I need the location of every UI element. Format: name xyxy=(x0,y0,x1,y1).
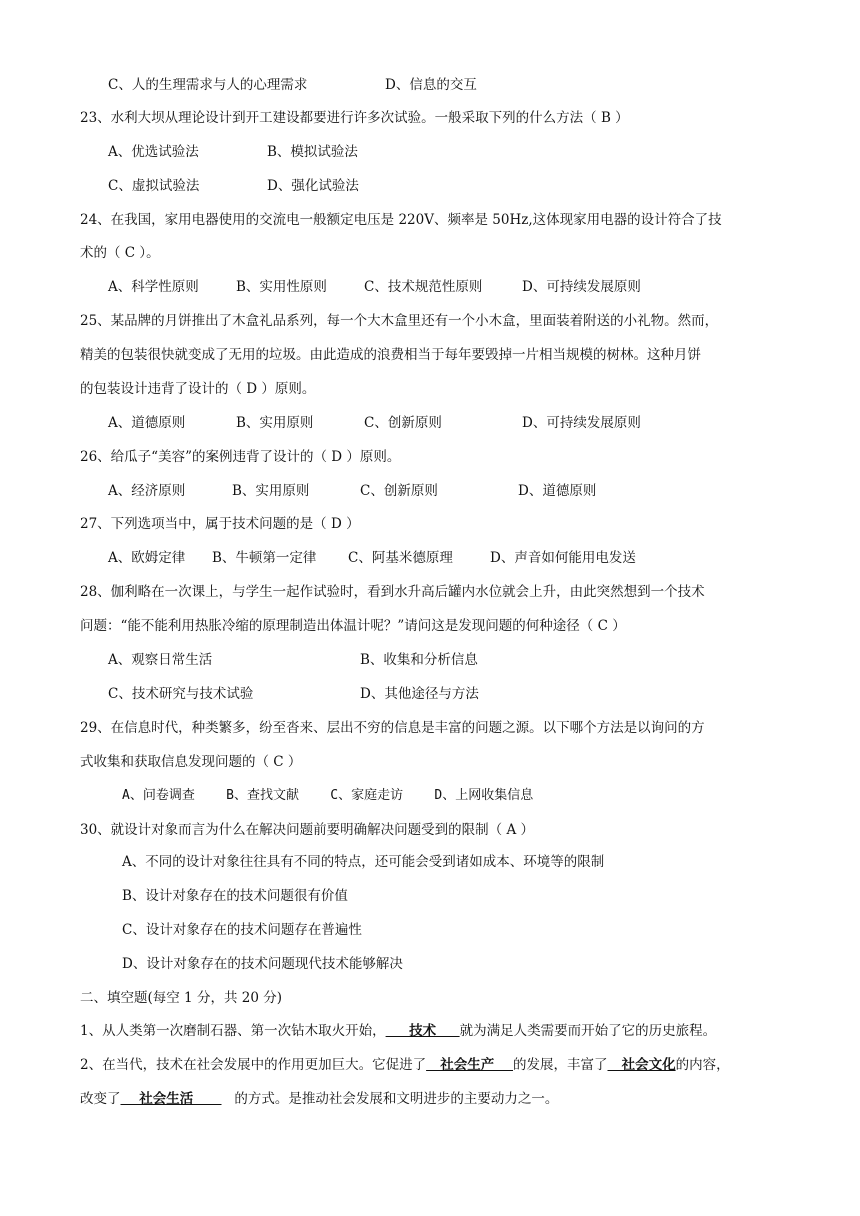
q28-stem-line1: 28、伽利略在一次课上，与学生一起作试验时，看到水升高后罐内水位就会上升，由此突然想到一个技术 xyxy=(80,584,705,600)
fill2-answer-2: 社会文化 xyxy=(607,1057,676,1073)
q28-option-d: D、其他途径与方法 xyxy=(360,686,479,702)
q25-stem-line1: 25、某品牌的月饼推出了木盒礼品系列，每一个大木盒里还有一个小木盒，里面装着附送的小礼物。然而， xyxy=(80,313,719,329)
fill-question-1 xyxy=(80,1021,716,1041)
q29-options: A、问卷调查 B、查找文献 C、家庭走访 D、上网收集信息 xyxy=(122,788,534,803)
q26-option-c: C、创新原则 xyxy=(360,483,438,499)
q27-option-a: A、欧姆定律 xyxy=(108,550,186,566)
q27-option-d: D、声音如何能用电发送 xyxy=(490,550,636,566)
q27-option-c: C、阿基米德原理 xyxy=(348,550,453,566)
q28-option-a: A、观察日常生活 xyxy=(108,652,213,668)
fill2-text-before: 2、在当代，技术在社会发展中的作用更加巨大。它促进了 xyxy=(80,1057,427,1073)
fill1-answer: 技术 xyxy=(385,1023,460,1039)
q23-stem: 23、水利大坝从理论设计到开工建设都要进行许多次试验。一般采取下列的什么方法（ B ） xyxy=(80,110,629,126)
fill2-text-mid1: 的发展，丰富了 xyxy=(513,1057,608,1073)
q26-option-a: A、经济原则 xyxy=(108,483,186,499)
q25-stem-line2: 精美的包装很快就变成了无用的垃圾。由此造成的浪费相当于每年要毁掉一片相当规模的树林。这种月饼 xyxy=(80,347,701,363)
q24-stem-line2: 术的（ C ）。 xyxy=(80,245,160,261)
fill2-answer-1: 社会生产 xyxy=(426,1057,513,1073)
q29-stem-line1: 29、在信息时代，种类繁多，纷至沓来、层出不穷的信息是丰富的问题之源。以下哪个方法是以询问的方 xyxy=(80,720,705,736)
q26-option-d: D、道德原则 xyxy=(518,483,597,499)
fill2-text-before-2: 改变了 xyxy=(80,1091,121,1107)
q27-option-b: B、牛顿第一定律 xyxy=(212,550,317,566)
q24-stem-line1: 24、在我国，家用电器使用的交流电一般额定电压是 220V、频率是 50Hz,这体现家用电器的设计符合了技 xyxy=(80,212,722,228)
q26-stem: 26、给瓜子“美容”的案例违背了设计的（ D ）原则。 xyxy=(80,449,401,465)
fill-question-2-line1 xyxy=(80,1055,730,1075)
q25-option-a: A、道德原则 xyxy=(108,415,186,431)
q24-option-a: A、科学性原则 xyxy=(108,279,199,295)
q23-option-b: B、模拟试验法 xyxy=(267,144,358,160)
q29-stem-line2: 式收集和获取信息发现问题的（ C ） xyxy=(80,754,302,770)
q25-option-d: D、可持续发展原则 xyxy=(522,415,641,431)
q24-option-b: B、实用性原则 xyxy=(236,279,327,295)
section-heading: 二、填空题(每空 1 分，共 20 分) xyxy=(80,990,282,1006)
q26-option-b: B、实用原则 xyxy=(232,483,310,499)
q23-option-d: D、强化试验法 xyxy=(267,178,359,194)
q22-option-d: D、信息的交互 xyxy=(385,77,477,93)
q25-stem-line3: 的包装设计违背了设计的（ D ）原则。 xyxy=(80,381,316,397)
fill2-text-after: 的方式。是推动社会发展和文明进步的主要动力之一。 xyxy=(221,1091,559,1107)
fill1-text-before: 1、从人类第一次磨制石器、第一次钻木取火开始， xyxy=(80,1023,386,1039)
q30-option-d: D、设计对象存在的技术问题现代技术能够解决 xyxy=(122,956,403,972)
q30-option-a: A、不同的设计对象往往具有不同的特点，还可能会受到诸如成本、环境等的限制 xyxy=(122,854,605,870)
q28-stem-line2: 问题：“能不能利用热胀冷缩的原理制造出体温计呢？”请问这是发现问题的何种途径（ C ） xyxy=(80,618,626,634)
q25-option-c: C、创新原则 xyxy=(364,415,442,431)
fill2-answer-3: 社会生活 xyxy=(120,1091,222,1107)
fill-question-2-line2 xyxy=(80,1089,558,1109)
q25-option-b: B、实用原则 xyxy=(236,415,314,431)
fill1-text-after: 就为满足人类需要而开始了它的历史旅程。 xyxy=(459,1023,717,1039)
q24-option-c: C、技术规范性原则 xyxy=(364,279,483,295)
q22-option-c: C、人的生理需求与人的心理需求 xyxy=(108,77,308,93)
fill2-text-mid2: 的内容， xyxy=(675,1057,730,1073)
q30-stem: 30、就设计对象而言为什么在解决问题前要明确解决问题受到的限制（ A ） xyxy=(80,822,535,838)
q30-option-b: B、设计对象存在的技术问题很有价值 xyxy=(122,888,348,904)
q27-stem: 27、下列选项当中，属于技术问题的是（ D ） xyxy=(80,516,360,532)
q24-option-d: D、可持续发展原则 xyxy=(522,279,641,295)
q28-option-b: B、收集和分析信息 xyxy=(360,652,478,668)
q23-option-c: C、虚拟试验法 xyxy=(108,178,200,194)
q28-option-c: C、技术研究与技术试验 xyxy=(108,686,254,702)
q23-option-a: A、优选试验法 xyxy=(108,144,199,160)
q30-option-c: C、设计对象存在的技术问题存在普遍性 xyxy=(122,922,362,938)
